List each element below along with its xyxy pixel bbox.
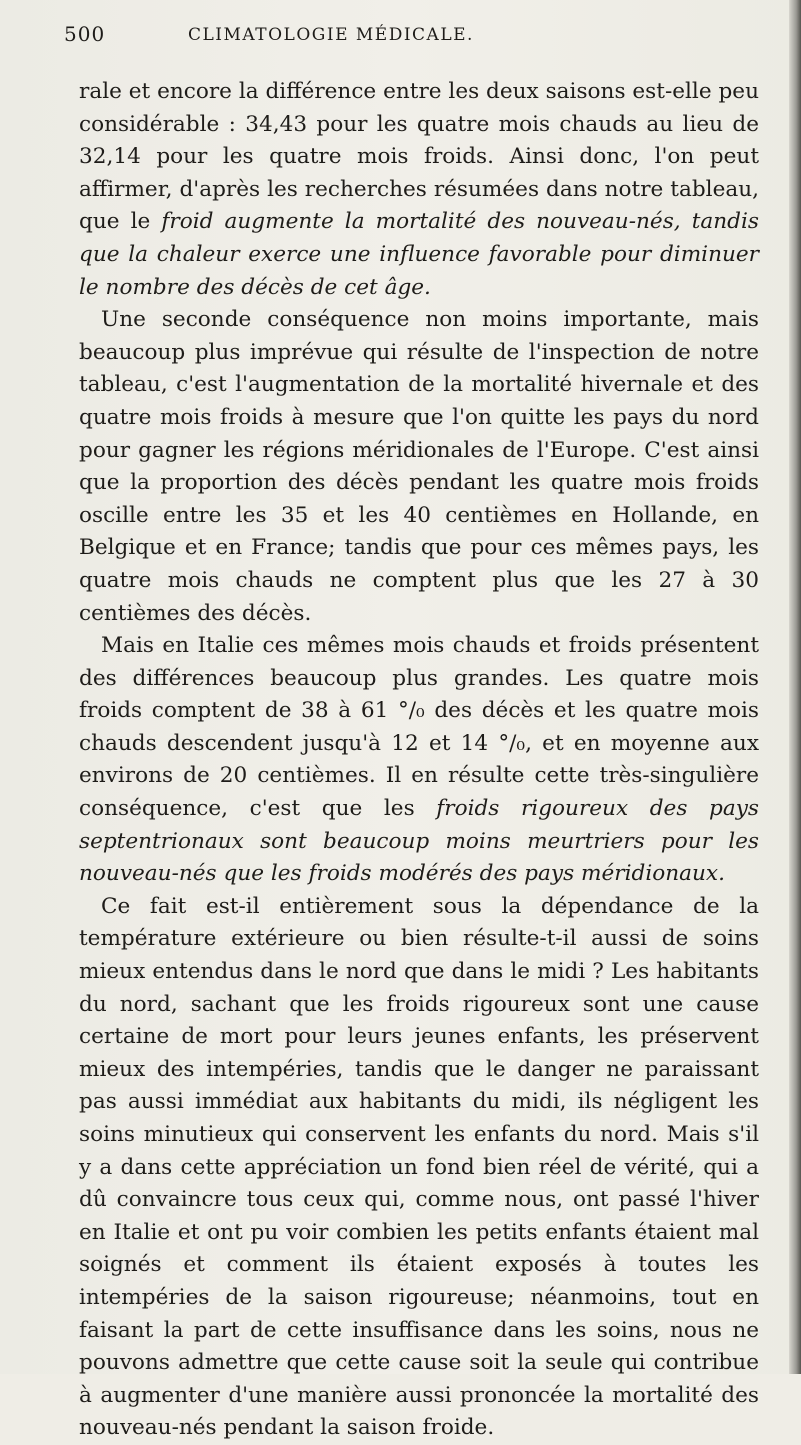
paragraph-3 (79, 630, 759, 891)
text-segment: Mais en Italie ces mêmes mois chauds et froids présentent des différences beaucoup plus grandes. Les quatre mois froids comptent de 38 à 61 °/₀ des décès et les quatre mois chauds descendent jusqu'à 12 et 14 °/₀, et en moyenne aux environs de 20 centièmes. Il en résulte cette très-singulière conséquence, c'est que les (79, 633, 759, 822)
paragraph-2 (79, 304, 759, 630)
text-segment: rale et encore la différence entre les deux saisons est-elle peu considérable : 34,43 pour les quatre mois chauds au lieu de 32,14 pour les quatre mois froids. Ainsi donc, l'on peut affirmer, d'après les recherches résumées dans notre tableau, que le (79, 79, 759, 235)
text-segment: Ce fait est-il entièrement sous la dépendance de la température extérieure ou bien résulte-t-il aussi de soins mieux entendus dans le nord que dans le midi ? Les habitants du nord, sachant que les froids rigoureux sont une cause certaine de mort pour leurs jeunes enfants, les préservent mieux des intempéries, tandis que le danger ne paraissant pas aussi immédiat aux habitants du midi, ils négligent les soins minutieux qui conservent les enfants du nord. Mais s'il y a dans cette appréciation un fond bien réel de vérité, qui a dû convaincre tous ceux qui, comme nous, ont passé l'hiver en Italie et ont pu voir combien les petits enfants étaient mal soignés et comment ils étaient exposés à toutes les intempéries de la saison rigoureuse; néanmoins, tout en faisant la part de cette insuffisance dans les soins, nous ne pouvons admettre que cette cause soit la seule qui contribue à augmenter d'une manière aussi prononcée la mortalité des nouveau-nés pendant la saison froide. (79, 893, 759, 1441)
page-header (64, 22, 744, 52)
page-edge-shadow (789, 0, 801, 1374)
paragraph-1 (79, 76, 759, 304)
italic-segment: froids rigoureux des pays septentrionaux sont beaucoup moins meurtriers pour les nouveau-nés que les froids modérés des pays méridionaux. (79, 796, 759, 887)
italic-segment: froid augmente la mortalité des nouveau-nés, tandis que la chaleur exerce une influence favorable pour diminuer le nombre des décès de cet âge. (79, 209, 759, 300)
running-title: CLIMATOLOGIE MÉDICALE. (188, 25, 474, 45)
paragraph-4 (79, 891, 759, 1445)
text-segment: Une seconde conséquence non moins importante, mais beaucoup plus imprévue qui résulte de l'inspection de notre tableau, c'est l'augmentation de la mortalité hivernale et des quatre mois froids à mesure que l'on quitte les pays du nord pour gagner les régions méridionales de l'Europe. C'est ainsi que la proportion des décès pendant les quatre mois froids oscille entre les 35 et les 40 centièmes en Hollande, en Belgique et en France; tandis que pour ces mêmes pays, les quatre mois chauds ne comptent plus que les 27 à 30 centièmes des décès. (79, 307, 759, 626)
page-number: 500 (64, 22, 106, 46)
body-text (79, 76, 759, 1445)
